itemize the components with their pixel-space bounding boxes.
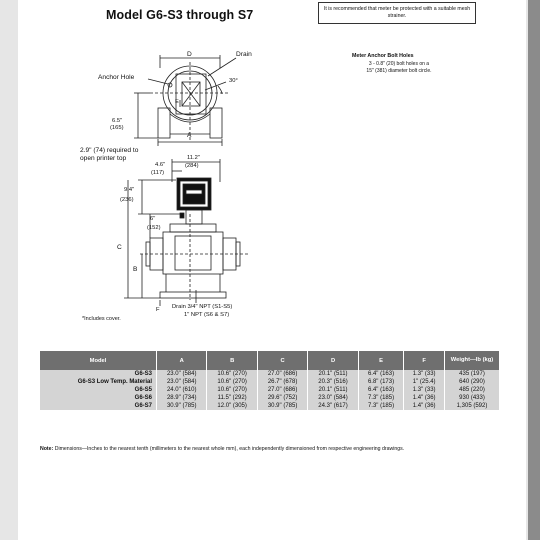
dim-6-in: 6" — [150, 216, 156, 222]
header-f: F — [404, 351, 445, 370]
cell-c: 27.0" (686) — [257, 370, 307, 378]
dim-112-mm: (284) — [185, 163, 199, 169]
cell-c: 27.0" (686) — [257, 386, 307, 394]
header-b: B — [207, 351, 257, 370]
header-weight: Weight—lb (kg) — [445, 351, 500, 370]
top-view-drawing — [134, 55, 236, 146]
table-row — [40, 378, 500, 386]
header-model: Model — [40, 351, 157, 370]
cell-b: 10.6" (270) — [207, 378, 257, 386]
cell-model: G6-S5 — [40, 386, 157, 394]
cell-f: 1.3" (33) — [404, 370, 445, 378]
cell-a: 23.0" (584) — [157, 370, 207, 378]
drain-label: Drain — [236, 51, 252, 58]
cell-model: G6-S3 Low Temp. Material — [40, 378, 157, 386]
printer-note-line-2: open printer top — [80, 155, 127, 162]
cell-d: 23.0" (584) — [308, 394, 358, 402]
dim-94-in: 9.4" — [124, 187, 135, 193]
header-e: E — [358, 351, 404, 370]
strainer-note-box: It is recommended that meter be protected with a suitable mesh strainer. — [318, 2, 476, 24]
table-header-row — [40, 351, 500, 370]
header-c: C — [257, 351, 307, 370]
cell-b: 12.0" (305) — [207, 402, 257, 410]
dim-94-mm: (236) — [120, 197, 134, 203]
note-text: Dimensions—Inches to the nearest tenth (millimeters to the nearest whole mm), each independently dimensioned from respective engineering drawings. — [53, 446, 405, 452]
dim-112-in: 11.2" — [187, 155, 200, 161]
cell-c: 29.6" (752) — [257, 394, 307, 402]
dim-c-label: C — [117, 244, 122, 251]
cell-e: 6.4" (163) — [358, 370, 404, 378]
cell-f: 1" (25.4) — [404, 378, 445, 386]
cell-a: 23.0" (584) — [157, 378, 207, 386]
table-row — [40, 402, 500, 410]
dim-a-label: A — [187, 132, 192, 139]
cell-weight: 485 (220) — [445, 386, 500, 394]
cell-b: 10.6" (270) — [207, 370, 257, 378]
dim-f-label: F — [156, 307, 160, 313]
cell-c: 30.9" (785) — [257, 402, 307, 410]
table-row — [40, 394, 500, 402]
cell-d: 24.3" (617) — [308, 402, 358, 410]
anchor-bolt-title: Meter Anchor Bolt Holes — [352, 53, 414, 59]
page-title: Model G6-S3 through S7 — [106, 8, 254, 22]
header-a: A — [157, 351, 207, 370]
cell-weight: 930 (433) — [445, 394, 500, 402]
table-row — [40, 386, 500, 394]
drain-size-line-2: 1" NPT (S6 & S7) — [184, 312, 230, 318]
printer-note-line-1: 2.9" (74) required to — [80, 147, 139, 154]
cell-weight: 640 (290) — [445, 378, 500, 386]
dim-46-in: 4.6" — [155, 162, 166, 168]
cell-d: 20.3" (516) — [308, 378, 358, 386]
header-d: D — [308, 351, 358, 370]
dim-65-in: 6.5" — [112, 118, 123, 124]
cell-b: 10.6" (270) — [207, 386, 257, 394]
cell-a: 30.9" (785) — [157, 402, 207, 410]
cell-e: 7.3" (185) — [358, 394, 404, 402]
dim-65-mm: (165) — [110, 125, 124, 131]
cell-e: 6.8" (173) — [358, 378, 404, 386]
dim-b-label: B — [133, 266, 138, 273]
cell-model: G6-S3 — [40, 370, 157, 378]
table-row — [40, 370, 500, 378]
dim-d-label: D — [187, 51, 192, 58]
cell-f: 1.4" (36) — [404, 394, 445, 402]
cell-a: 28.9" (734) — [157, 394, 207, 402]
cell-d: 20.1" (511) — [308, 370, 358, 378]
dim-e-label: E — [175, 99, 179, 105]
dim-6-mm: (152) — [147, 225, 161, 231]
cell-a: 24.0" (610) — [157, 386, 207, 394]
cell-c: 26.7" (678) — [257, 378, 307, 386]
cover-footnote: *Includes cover. — [82, 316, 121, 322]
cell-weight: 1,305 (592) — [445, 402, 500, 410]
cell-weight: 435 (197) — [445, 370, 500, 378]
cell-f: 1.4" (36) — [404, 402, 445, 410]
dimensions-table — [40, 351, 500, 410]
anchor-hole-label: Anchor Hole — [98, 74, 135, 81]
cell-model: G6-S6 — [40, 394, 157, 402]
drain-size-line-1: Drain 3/4" NPT (S1-S5) — [172, 304, 233, 310]
dim-46-mm: (117) — [151, 170, 165, 176]
cell-f: 1.3" (33) — [404, 386, 445, 394]
cell-e: 7.3" (185) — [358, 402, 404, 410]
cell-d: 20.1" (511) — [308, 386, 358, 394]
cell-b: 11.5" (292) — [207, 394, 257, 402]
dimensions-note — [40, 446, 500, 453]
cell-e: 6.4" (163) — [358, 386, 404, 394]
angle-label: 30° — [229, 78, 238, 84]
side-view-drawing — [124, 159, 248, 306]
anchor-bolt-line-2: 15" (381) diameter bolt circle. — [366, 67, 432, 74]
anchor-bolt-line-1: 3 - 0.8" (20) bolt holes on a — [368, 61, 430, 67]
note-label: Note: — [40, 446, 54, 452]
cell-model: G6-S7 — [40, 402, 157, 410]
